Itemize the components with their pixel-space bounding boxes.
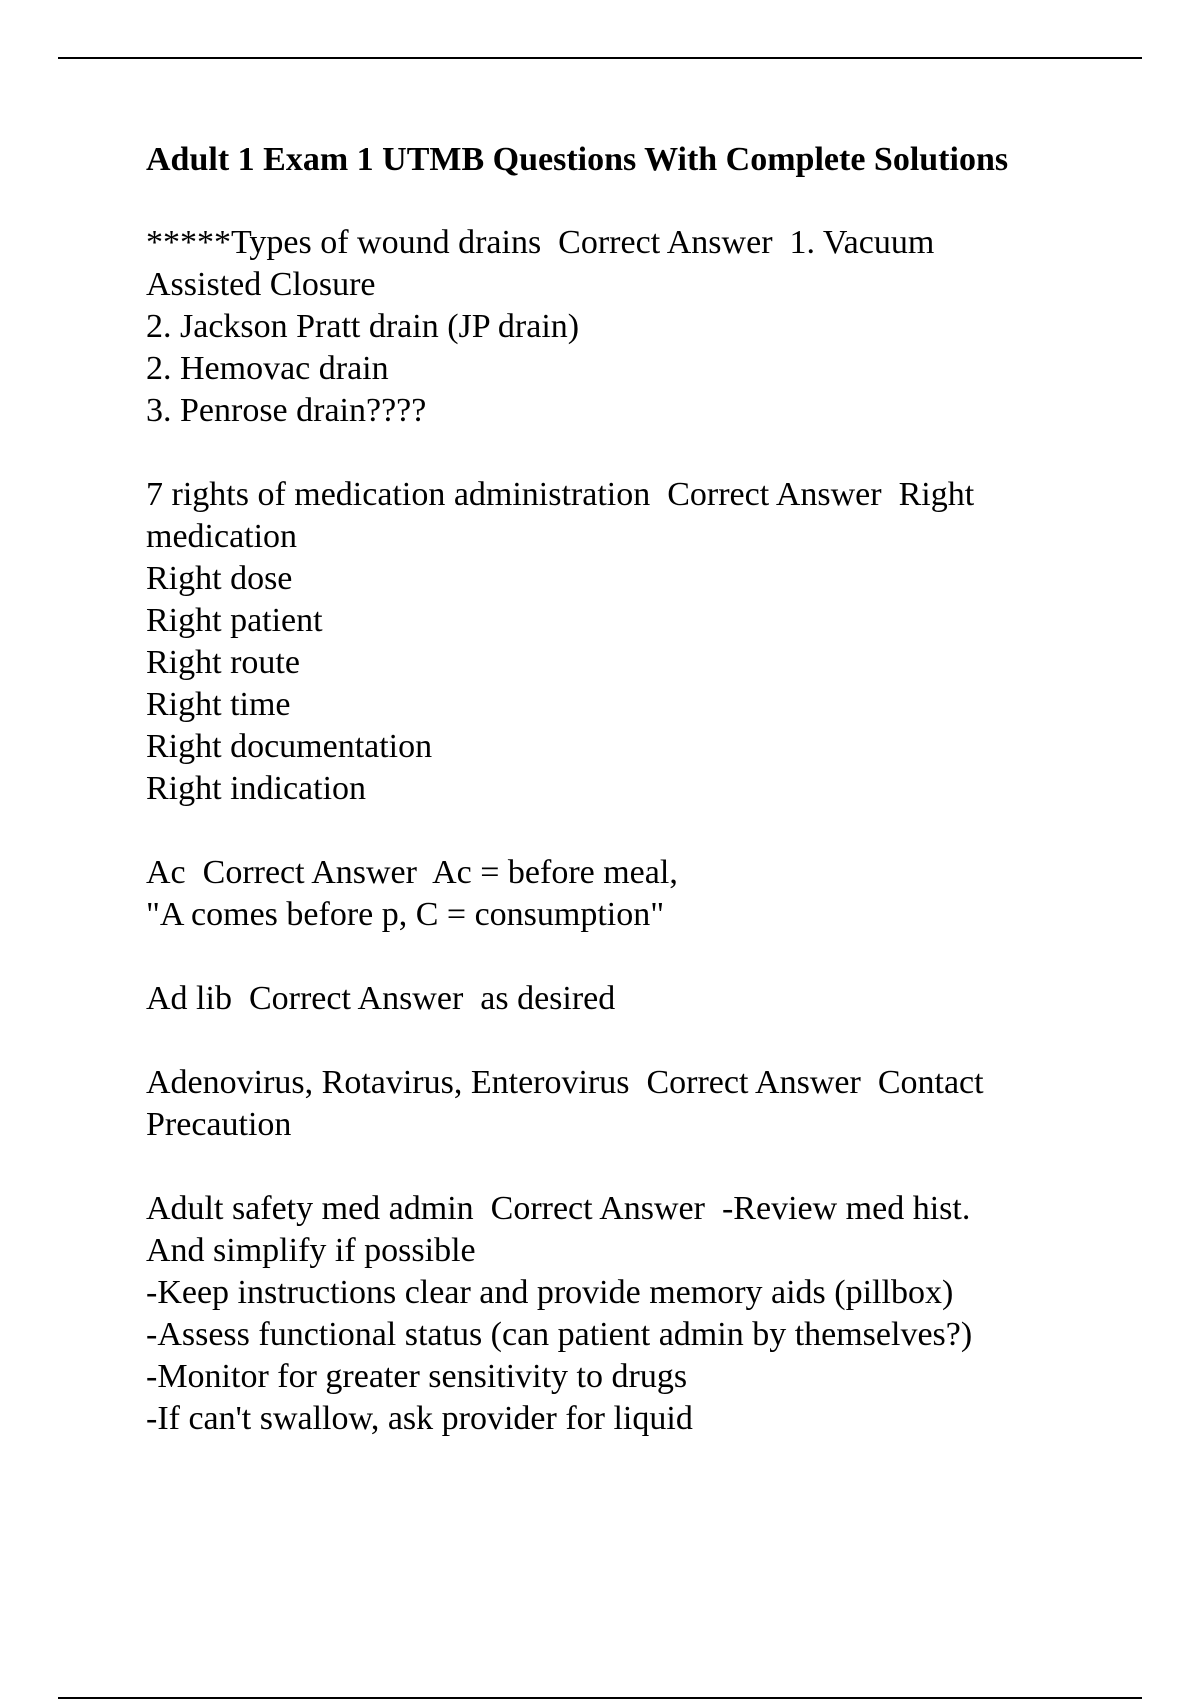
header-rule bbox=[58, 57, 1142, 59]
qa-answer-line: medication bbox=[146, 518, 298, 555]
qa-answer-line: -Keep instructions clear and provide memory aids (pillbox) bbox=[146, 1274, 954, 1311]
qa-entry bbox=[146, 222, 1106, 432]
qa-answer-line: -If can't swallow, ask provider for liquid bbox=[146, 1400, 693, 1437]
qa-answer-line: Assisted Closure bbox=[146, 266, 376, 303]
qa-question-line: Ac Correct Answer Ac = before meal, bbox=[146, 854, 678, 891]
qa-question-line: Adenovirus, Rotavirus, Enterovirus Correct Answer Contact bbox=[146, 1064, 984, 1101]
qa-question-line: Ad lib Correct Answer as desired bbox=[146, 980, 616, 1017]
qa-answer-line: -Monitor for greater sensitivity to drugs bbox=[146, 1358, 688, 1395]
qa-answer-line: Right dose bbox=[146, 560, 293, 597]
qa-list bbox=[146, 222, 1106, 1440]
qa-answer-line: 3. Penrose drain???? bbox=[146, 392, 427, 429]
qa-answer-line: "A comes before p, C = consumption" bbox=[146, 896, 665, 933]
qa-entry bbox=[146, 1062, 1106, 1146]
qa-answer-line: Precaution bbox=[146, 1106, 292, 1143]
qa-answer-line: -Assess functional status (can patient admin by themselves?) bbox=[146, 1316, 973, 1353]
qa-answer-line: 2. Jackson Pratt drain (JP drain) bbox=[146, 308, 580, 345]
qa-answer-line: Right patient bbox=[146, 602, 323, 639]
qa-entry bbox=[146, 1188, 1106, 1440]
qa-entry bbox=[146, 978, 1106, 1020]
document-title: Adult 1 Exam 1 UTMB Questions With Complete Solutions bbox=[146, 141, 1009, 178]
qa-answer-line: Right indication bbox=[146, 770, 367, 807]
qa-question-line: *****Types of wound drains Correct Answer 1. Vacuum bbox=[146, 224, 935, 261]
qa-answer-line: And simplify if possible bbox=[146, 1232, 476, 1269]
qa-entry bbox=[146, 852, 1106, 936]
qa-entry bbox=[146, 474, 1106, 810]
qa-answer-line: Right time bbox=[146, 686, 291, 723]
qa-answer-line: 2. Hemovac drain bbox=[146, 350, 389, 387]
qa-question-line: Adult safety med admin Correct Answer -Review med hist. bbox=[146, 1190, 971, 1227]
qa-answer-line: Right route bbox=[146, 644, 300, 681]
qa-question-line: 7 rights of medication administration Correct Answer Right bbox=[146, 476, 975, 513]
qa-answer-line: Right documentation bbox=[146, 728, 433, 765]
document-body bbox=[146, 140, 1106, 1482]
footer-rule bbox=[58, 1697, 1142, 1699]
